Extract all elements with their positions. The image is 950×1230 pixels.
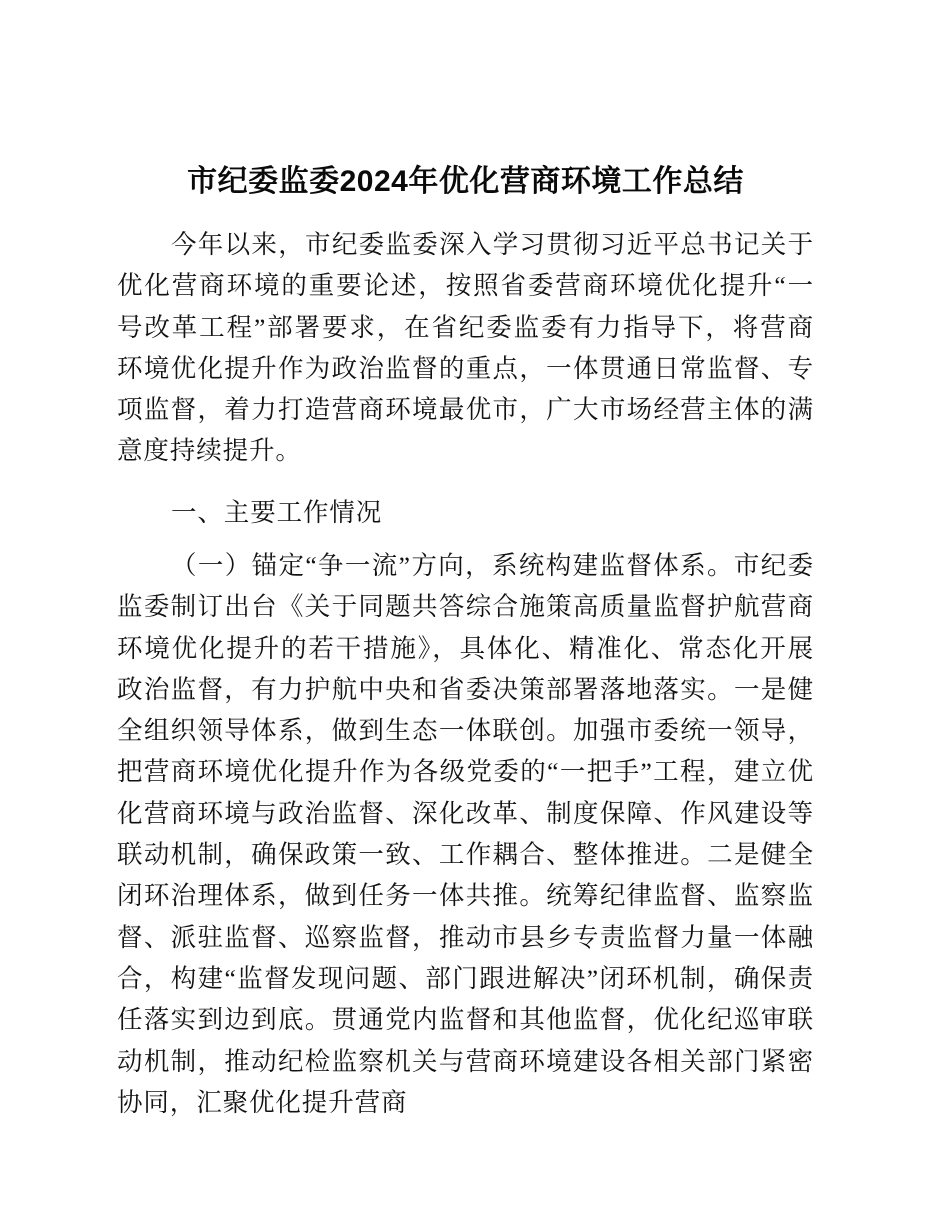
section-heading-main-work: 一、主要工作情况 bbox=[171, 498, 383, 527]
paragraph-block-subsection-one bbox=[117, 545, 814, 1123]
page-title: 市纪委监委2024年优化营商环境工作总结 bbox=[187, 165, 744, 198]
paragraph-intro: 今年以来，市纪委监委深入学习贯彻习近平总书记关于优化营商环境的重要论述，按照省委营商环境优化提升“一号改革工程”部署要求，在省纪委监委有力指导下，将营商环境优化提升作为政治监督的重点，一体贯通日常监督、专项监督，着力打造营商环境最优市，广大市场经营主体的满意度持续提升。 bbox=[117, 230, 814, 466]
paragraph-block-intro bbox=[117, 224, 814, 472]
paragraph-subsection-one: （一）锚定“争一流”方向，系统构建监督体系。市纪委监委制订出台《关于同题共答综合施策高质量监督护航营商环境优化提升的若干措施》，具体化、精准化、常态化开展政治监督，有力护航中央和省委决策部署落地落实。一是健全组织领导体系，做到生态一体联创。加强市委统一领导，把营商环境优化提升作为各级党委的“一把手”工程，建立优化营商环境与政治监督、深化改革、制度保障、作风建设等联动机制，确保政策一致、工作耦合、整体推进。二是健全闭环治理体系，做到任务一体共推。统筹纪律监督、监察监督、派驻监督、巡察监督，推动市县乡专责监督力量一体融合，构建“监督发现问题、部门跟进解决”闭环机制，确保责任落实到边到底。贯通党内监督和其他监督，优化纪巡审联动机制，推动纪检监察机关与营商环境建设各相关部门紧密协同，汇聚优化提升营商 bbox=[117, 551, 814, 1117]
section-heading-block bbox=[117, 492, 814, 533]
